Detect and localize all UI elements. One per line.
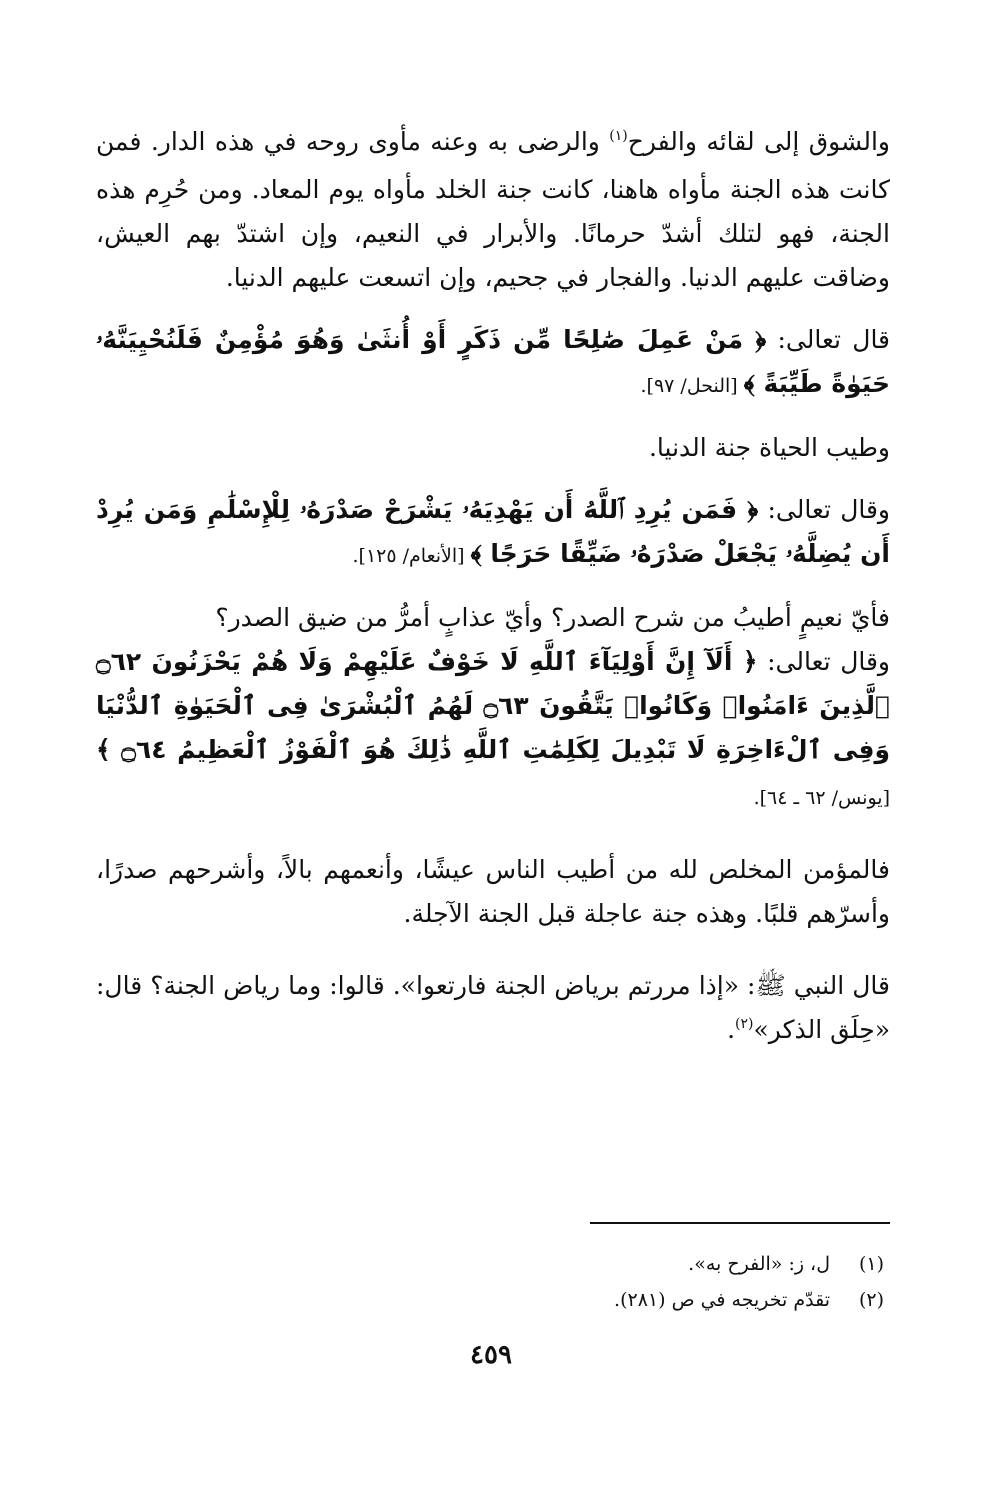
- footnote-ref-1[interactable]: (١): [609, 128, 628, 144]
- footnote-ref-2[interactable]: (٢): [735, 1016, 754, 1032]
- paragraph-1: [96, 120, 890, 300]
- verse-reference: [النحل/ ٩٧].: [640, 375, 744, 397]
- footnote-1: [96, 1246, 884, 1282]
- paragraph-hadith: [96, 964, 890, 1056]
- hadith-end: .: [727, 1015, 736, 1044]
- hadith-text: قال النبي ﷺ: «إذا مررتم برياض الجنة فارتعوا». قالوا: وما رياض الجنة؟ قال: «حِلَق الذكر»: [96, 971, 890, 1044]
- verse-yunus: [96, 640, 890, 820]
- paragraph-1-end: والرضى به وعنه مأوى روحه في هذه الدار. فمن كانت هذه الجنة مأواه هاهنا، كانت جنة الخلد مأواه يوم المعاد. ومن حُرِم هذه الجنة، فهو لتلك أشدّ حرمانًا. والأبرار في النعيم، وإن اشتدّ بهم العيش، وضاقت عليهم الدنيا. والفجار في جحيم، وإن اتسعت عليهم الدنيا.: [96, 127, 890, 292]
- paragraph-1-start: والشوق إلى لقائه والفرح: [627, 127, 890, 156]
- verse-intro: وقال تعالى:: [757, 647, 890, 676]
- page-body: [96, 120, 890, 1056]
- quran-verse-nahl: ﴿ مَنْ عَمِلَ صَٰلِحًا مِّن ذَكَرٍ أَوْ أُنثَىٰ وَهُوَ مُؤْمِنٌ فَلَنُحْيِيَنَّهُۥ حَيَوٰةً طَيِّبَةً ﴾: [96, 325, 890, 398]
- verse-reference: [يونس/ ٦٢ ـ ٦٤].: [753, 787, 890, 809]
- verse-reference: [الأنعام/ ١٢٥].: [352, 545, 471, 567]
- quran-verse-anam: ﴿ فَمَن يُرِدِ ٱللَّهُ أَن يَهْدِيَهُۥ يَشْرَحْ صَدْرَهُۥ لِلْإِسْلَٰمِ وَمَن يُرِدْ أَن يُضِلَّهُۥ يَجْعَلْ صَدْرَهُۥ ضَيِّقًا حَرَجًا ﴾: [96, 495, 890, 568]
- footnote-text: ل، ز: «الفرح به».: [688, 1253, 830, 1275]
- footnote-number: (١): [858, 1253, 884, 1275]
- footnote-number: (٢): [858, 1289, 884, 1311]
- footnote-2: [96, 1282, 884, 1318]
- paragraph-good-life: وطيب الحياة جنة الدنيا.: [648, 433, 890, 462]
- paragraph-question: فأيّ نعيمٍ أطيبُ من شرح الصدر؟ وأيّ عذابٍ أمرُّ من ضيق الصدر؟: [215, 603, 890, 632]
- page-number: ٤٥٩: [470, 1340, 512, 1370]
- verse-nahl: [96, 318, 890, 408]
- paragraph-believer: فالمؤمن المخلص لله من أطيب الناس عيشًا، وأنعمهم بالاً، وأشرحهم صدرًا، وأسرّهم قلبًا. وهذه جنة عاجلة قبل الجنة الآجلة.: [96, 855, 890, 928]
- footnotes: [96, 1246, 884, 1318]
- quran-verse-yunus: ﴿ أَلَآ إِنَّ أَوْلِيَآءَ ٱللَّهِ لَا خَوْفٌ عَلَيْهِمْ وَلَا هُمْ يَحْزَنُونَ ۝٦٢ ٱلَّذِينَ ءَامَنُوا۟ وَكَانُوا۟ يَتَّقُونَ ۝٦٣ لَهُمُ ٱلْبُشْرَىٰ فِى ٱلْحَيَوٰةِ ٱلدُّنْيَا وَفِى ٱلْءَاخِرَةِ لَا تَبْدِيلَ لِكَلِمَٰتِ ٱللَّهِ ذَٰلِكَ هُوَ ٱلْفَوْزُ ٱلْعَظِيمُ ۝٦٤ ﴾: [96, 647, 890, 764]
- verse-intro: قال تعالى:: [766, 325, 891, 354]
- verse-anam: [96, 488, 890, 578]
- footnote-divider: [590, 1222, 890, 1224]
- footnote-text: تقدّم تخريجه في ص (٢٨١).: [614, 1289, 830, 1311]
- verse-intro: وقال تعالى:: [758, 495, 890, 524]
